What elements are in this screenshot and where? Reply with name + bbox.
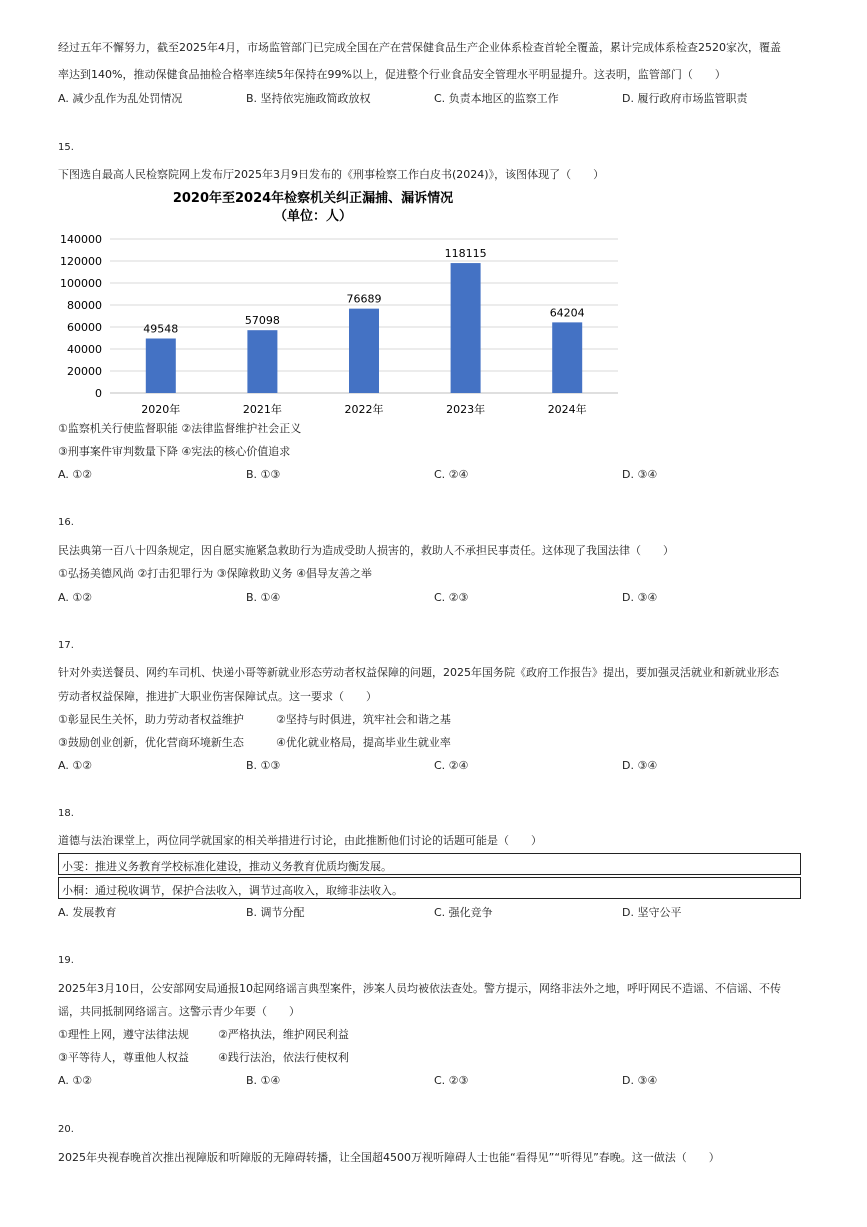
q17-number: 17. xyxy=(58,640,74,651)
q15-option-b: B. ①③ xyxy=(246,468,281,481)
q17-statement-2: ②坚持与时俱进，筑牢社会和谐之基 xyxy=(276,713,451,726)
q19-number: 19. xyxy=(58,955,74,966)
q17-stem-line2: 劳动者权益保障，推进扩大职业伤害保障试点。这一要求（ ） xyxy=(58,690,377,703)
q20-number: 20. xyxy=(58,1124,74,1135)
q19-stem-line1: 2025年3月10日，公安部网安局通报10起网络谣言典型案件，涉案人员均被依法查处。警方提示，网络非法外之地，呼吁网民不造谣、不信谣、不传 xyxy=(58,982,781,995)
q19-option-c: C. ②③ xyxy=(434,1074,469,1087)
q18-dialogue-row-2 xyxy=(58,877,801,899)
q14-option-b: B. 坚持依宪施政简政放权 xyxy=(246,92,371,105)
y-tick-label: 140000 xyxy=(60,233,102,246)
q18-dialogue-xiaowen: 小雯：推进义务教育学校标准化建设，推动义务教育优质均衡发展。 xyxy=(62,860,392,873)
bar xyxy=(552,322,582,393)
q16-stem: 民法典第一百八十四条规定，因自愿实施紧急救助行为造成受助人损害的，救助人不承担民事责任。这体现了我国法律（ ） xyxy=(58,544,674,557)
bar xyxy=(451,263,481,393)
q15-option-a: A. ①② xyxy=(58,468,93,481)
bar xyxy=(247,330,277,393)
q19-option-a: A. ①② xyxy=(58,1074,93,1087)
q18-number: 18. xyxy=(58,808,74,819)
q18-option-b: B. 调节分配 xyxy=(246,906,305,919)
q19-statement-1: ①理性上网，遵守法律法规 xyxy=(58,1028,189,1041)
q17-statement-3: ③鼓励创业创新，优化营商环境新生态 xyxy=(58,736,244,749)
q18-stem: 道德与法治课堂上，两位同学就国家的相关举措进行讨论，由此推断他们讨论的话题可能是（ ） xyxy=(58,834,542,847)
x-tick-label: 2024年 xyxy=(547,403,587,416)
q17-statement-4: ④优化就业格局，提高毕业生就业率 xyxy=(276,736,451,749)
y-tick-label: 40000 xyxy=(67,343,102,356)
chart-y-axis xyxy=(60,233,102,400)
q18-option-c: C. 强化竞争 xyxy=(434,906,493,919)
q15-number: 15. xyxy=(58,142,74,153)
data-label: 49548 xyxy=(143,322,179,336)
q16-option-c: C. ②③ xyxy=(434,591,469,604)
q15-option-d: D. ③④ xyxy=(622,468,658,481)
q15-stem: 下图选自最高人民检察院网上发布厅2025年3月9日发布的《刑事检察工作白皮书(2024)》，该图体现了（ ） xyxy=(58,168,605,181)
bar xyxy=(146,338,176,393)
q16-option-b: B. ①④ xyxy=(246,591,281,604)
bar xyxy=(349,309,379,393)
q16-option-a: A. ①② xyxy=(58,591,93,604)
q17-option-c: C. ②④ xyxy=(434,759,469,772)
q19-option-d: D. ③④ xyxy=(622,1074,658,1087)
y-tick-label: 60000 xyxy=(67,321,102,334)
data-label: 76689 xyxy=(346,292,382,306)
y-tick-label: 20000 xyxy=(67,365,102,378)
q19-statement-2: ②严格执法，维护网民利益 xyxy=(218,1028,349,1041)
chart-title: 2020年至2024年检察机关纠正漏捕、漏诉情况 xyxy=(172,191,454,206)
q16-option-d: D. ③④ xyxy=(622,591,658,604)
y-tick-label: 120000 xyxy=(60,255,102,268)
x-tick-label: 2021年 xyxy=(242,403,282,416)
q15-statements-1: ①监察机关行使监督职能 ②法律监督维护社会正义 xyxy=(58,422,302,435)
q19-option-b: B. ①④ xyxy=(246,1074,281,1087)
q18-option-a: A. 发展教育 xyxy=(58,906,117,919)
q17-statement-1: ①彰显民生关怀，助力劳动者权益维护 xyxy=(58,713,244,726)
q19-stem-line2: 谣，共同抵制网络谣言。这警示青少年要（ ） xyxy=(58,1005,300,1018)
bar-chart xyxy=(58,186,628,418)
q14-option-d: D. 履行政府市场监管职责 xyxy=(622,92,748,105)
q16-statements: ①弘扬美德风尚 ②打击犯罪行为 ③保障救助义务 ④倡导友善之举 xyxy=(58,567,372,580)
chart-x-axis xyxy=(141,402,586,416)
y-tick-label: 0 xyxy=(95,387,102,400)
q17-option-d: D. ③④ xyxy=(622,759,658,772)
q19-statement-3: ③平等待人，尊重他人权益 xyxy=(58,1051,189,1064)
q18-dialogue-row-1 xyxy=(58,853,801,875)
data-label: 64204 xyxy=(549,306,585,320)
q18-dialogue-xiaotong: 小桐：通过税收调节，保护合法收入，调节过高收入，取缔非法收入。 xyxy=(62,884,403,897)
y-tick-label: 100000 xyxy=(60,277,102,290)
x-tick-label: 2022年 xyxy=(344,403,384,416)
q15-option-c: C. ②④ xyxy=(434,468,469,481)
x-tick-label: 2023年 xyxy=(446,403,486,416)
q14-stem-line1: 经过五年不懈努力，截至2025年4月，市场监管部门已完成全国在产在营保健食品生产企业体系检查首轮全覆盖，累计完成体系检查2520家次，覆盖 xyxy=(58,41,781,54)
q14-option-c: C. 负责本地区的监察工作 xyxy=(434,92,559,105)
q18-option-d: D. 坚守公平 xyxy=(622,906,682,919)
data-label: 118115 xyxy=(444,247,487,261)
q15-statements-2: ③刑事案件审判数量下降 ④宪法的核心价值追求 xyxy=(58,445,291,458)
q17-option-b: B. ①③ xyxy=(246,759,281,772)
q14-stem-line2: 率达到140%，推动保健食品抽检合格率连续5年保持在99%以上，促进整个行业食品安全管理水平明显提升。这表明，监管部门（ ） xyxy=(58,68,726,81)
chart-subtitle: （单位：人） xyxy=(273,209,353,224)
data-label: 57098 xyxy=(244,314,280,328)
x-tick-label: 2020年 xyxy=(141,403,181,416)
y-tick-label: 80000 xyxy=(67,299,102,312)
q20-stem: 2025年央视春晚首次推出视障版和听障版的无障碍转播，让全国超4500万视听障碍人士也能“看得见”“听得见”春晚。这一做法（ ） xyxy=(58,1151,720,1164)
q16-number: 16. xyxy=(58,517,74,528)
q17-stem-line1: 针对外卖送餐员、网约车司机、快递小哥等新就业形态劳动者权益保障的问题，2025年国务院《政府工作报告》提出，要加强灵活就业和新就业形态 xyxy=(58,666,779,679)
q17-option-a: A. ①② xyxy=(58,759,93,772)
q14-option-a: A. 减少乱作为乱处罚情况 xyxy=(58,92,183,105)
q19-statement-4: ④践行法治，依法行使权利 xyxy=(218,1051,349,1064)
